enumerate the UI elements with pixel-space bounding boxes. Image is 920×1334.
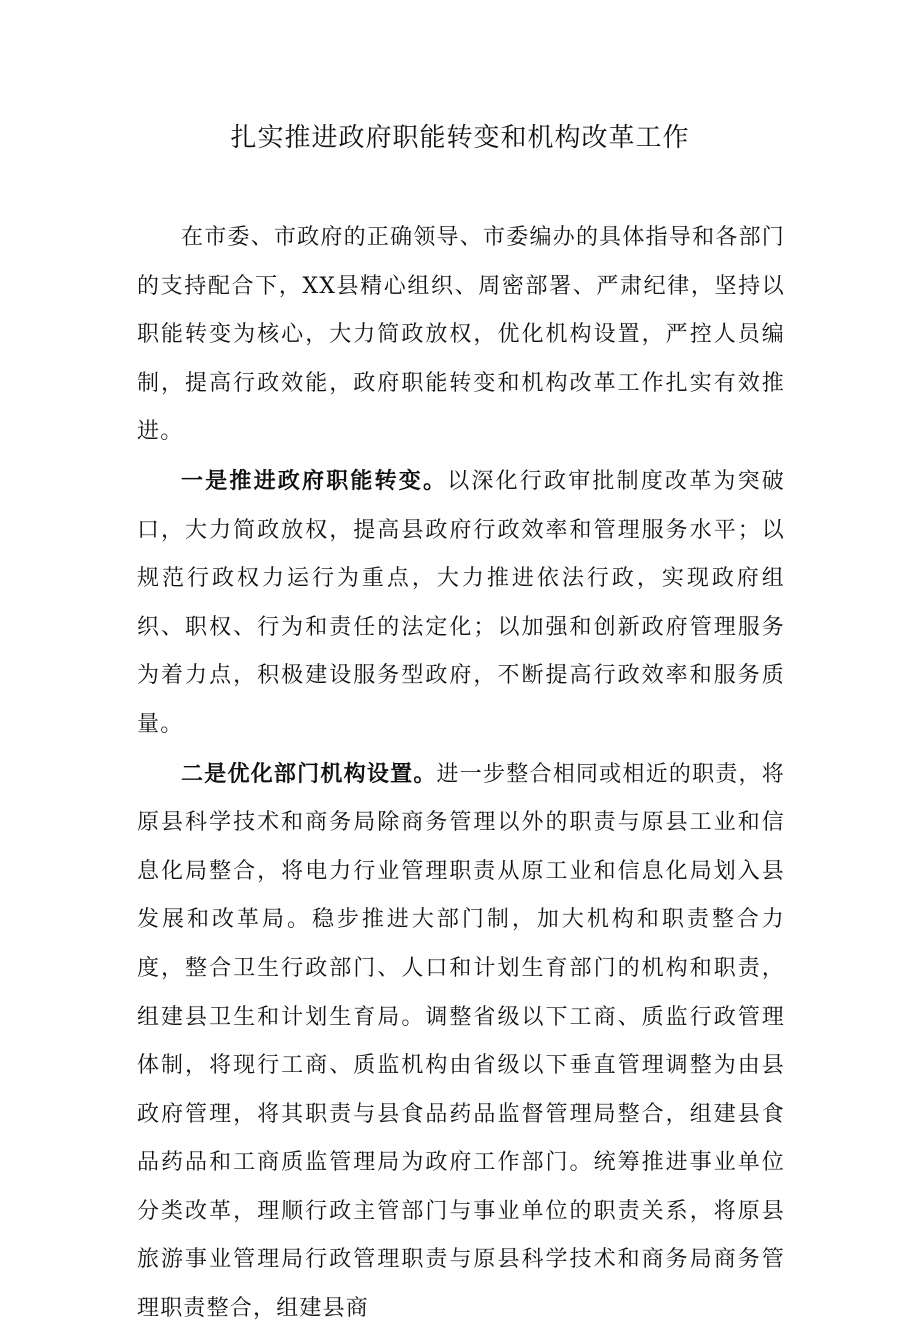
paragraph-intro	[137, 214, 785, 457]
paragraph-point-one	[137, 457, 785, 750]
paragraph-point-one-text: 以深化行政审批制度改革为突破口，大力简政放权，提高县政府行政效率和管理服务水平；以规范行政权力运行为重点，大力推进依法行政，实现政府组织、职权、行为和责任的法定化；以加强和创新政府管理服务为着力点，积极建设服务型政府，不断提高行政效率和服务质量。	[137, 468, 785, 737]
paragraph-point-two	[137, 750, 785, 1334]
paragraph-point-one-heading: 一是推进政府职能转变。	[181, 467, 448, 494]
document-title: 扎实推进政府职能转变和机构改革工作	[230, 123, 690, 153]
document-body	[137, 214, 785, 1334]
paragraph-point-two-heading: 二是优化部门机构设置。	[181, 760, 437, 787]
paragraph-point-two-text: 进一步整合相同或相近的职责，将原县科学技术和商务局除商务管理以外的职责与原县工业和信息化局整合，将电力行业管理职责从原工业和信息化局划入县发展和改革局。稳步推进大部门制，加大机构和职责整合力度，整合卫生行政部门、人口和计划生育部门的机构和职责，组建县卫生和计划生育局。调整省级以下工商、质监行政管理体制，将现行工商、质监机构由省级以下垂直管理调整为由县政府管理，将其职责与县食品药品监督管理局整合，组建县食品药品和工商质监管理局为政府工作部门。统筹推进事业单位分类改革，理顺行政主管部门与事业单位的职责关系，将原县旅游事业管理局行政管理职责与原县科学技术和商务局商务管理职责整合，组建县商	[137, 761, 785, 1322]
paragraph-intro-text: 在市委、市政府的正确领导、市委编办的具体指导和各部门的支持配合下，XX县精心组织、周密部署、严肃纪律，坚持以职能转变为核心，大力简政放权，优化机构设置，严控人员编制，提高行政效能，政府职能转变和机构改革工作扎实有效推进。	[137, 225, 785, 445]
